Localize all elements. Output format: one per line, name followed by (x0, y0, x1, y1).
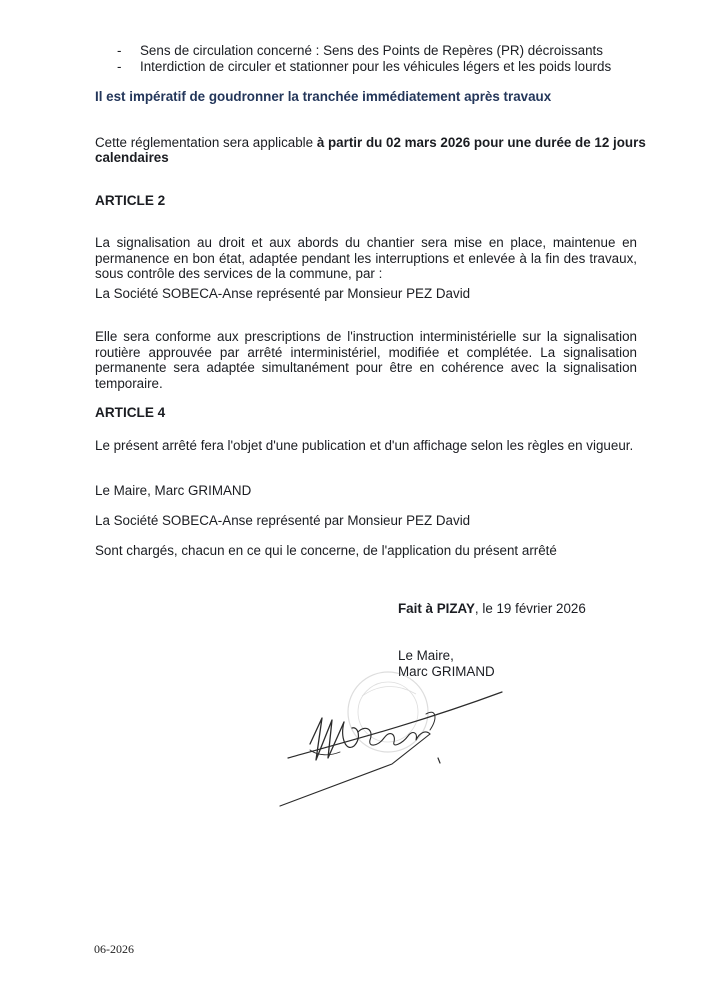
applicability-line (95, 135, 646, 150)
article-4-charged: Sont chargés, chacun en ce qui le concerne, de l'application du présent arrêté (95, 543, 557, 558)
place-date-line (398, 601, 586, 616)
article-2-responsible: La Société SOBECA-Anse représenté par Monsieur PEZ David (95, 286, 471, 301)
bullet-text: Sens de circulation concerné : Sens des Points de Repères (PR) décroissants (140, 43, 603, 58)
document-reference: 06-2026 (94, 942, 134, 956)
applicability-duration: calendaires (95, 150, 169, 165)
signatory-title: Le Maire, (398, 648, 454, 663)
place: Fait à PIZAY (398, 601, 475, 616)
bullet-marker: - (117, 59, 122, 74)
signature-icon (270, 660, 530, 820)
bullet-marker: - (117, 43, 122, 58)
article-2-paragraph: La signalisation au droit et aux abords du chantier sera mise en place, maintenue en permanence en bon état, adaptée pendant les interruptions et enlevée à la fin des travaux, sous contrôle des services de la commune, par : (95, 235, 637, 282)
applicability-dates: à partir du 02 mars 2026 pour une durée de 12 jours (316, 135, 646, 150)
signatory-name: Marc GRIMAND (398, 664, 495, 679)
article-2-heading: ARTICLE 2 (95, 193, 166, 208)
article-4-company: La Société SOBECA-Anse représenté par Monsieur PEZ David (95, 513, 471, 528)
article-4-publication: Le présent arrêté fera l'objet d'une publication et d'un affichage selon les règles en vigueur. (95, 438, 634, 453)
applicability-prefix: Cette réglementation sera applicable (95, 135, 317, 150)
warning-notice: Il est impératif de goudronner la tranchée immédiatement après travaux (95, 89, 552, 104)
article-2-conformity: Elle sera conforme aux prescriptions de l'instruction interministérielle sur la signalisation routière approuvée par arrêté interministériel, modifiée et complétée. La signalisation permanente sera adaptée simultanément pour être en cohérence avec la signalisation temporaire. (95, 329, 637, 391)
bullet-text: Interdiction de circuler et stationner pour les véhicules légers et les poids lourds (140, 59, 612, 74)
date: , le 19 février 2026 (474, 601, 586, 616)
article-4-heading: ARTICLE 4 (95, 405, 166, 420)
article-4-mayor: Le Maire, Marc GRIMAND (95, 483, 252, 498)
